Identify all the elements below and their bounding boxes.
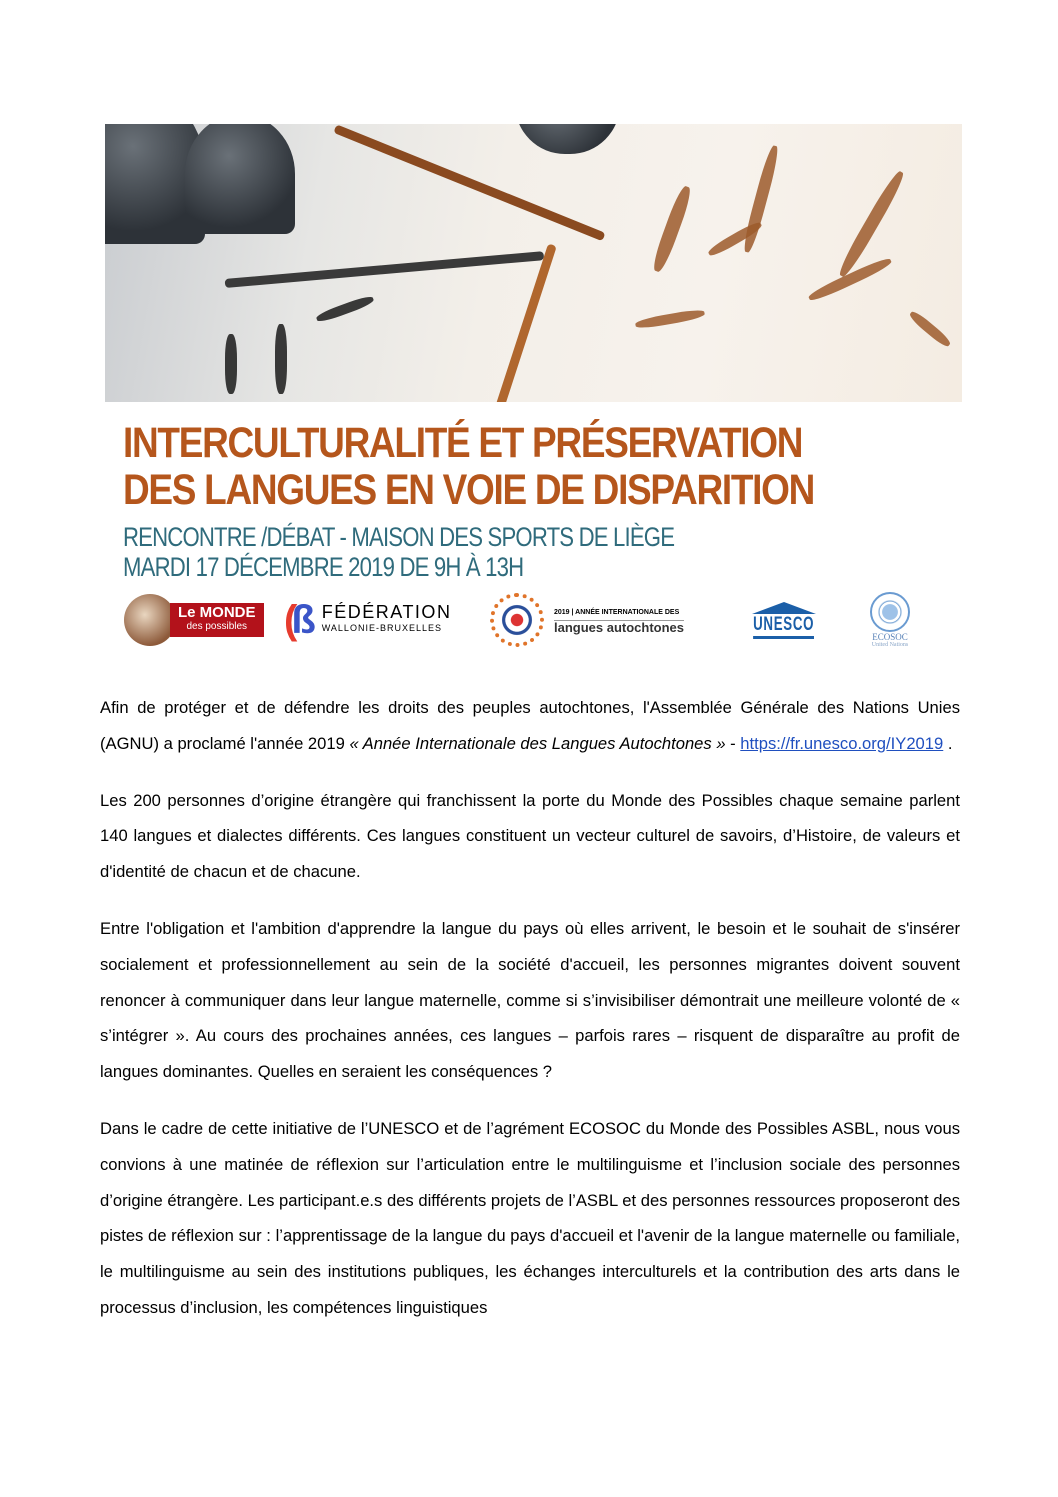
paragraph-1: [100, 690, 960, 762]
logo-iyil-2019: [490, 590, 684, 650]
calligraphy-stroke: [225, 334, 237, 394]
calligraphy-stroke: [275, 324, 287, 394]
logo-text: des possibles: [186, 621, 248, 632]
calligraphy-stroke: [635, 308, 706, 330]
logo-text: ECOSOC: [872, 632, 908, 642]
un-emblem-icon: [870, 592, 910, 632]
logo-unesco: [740, 590, 827, 650]
partner-logos: [120, 590, 940, 650]
text: Afin de protéger et de défendre les droits des peuples autochtones, l'Assemblée Générale des Nations Unies (AGNU) a proclamé l'année 2019: [100, 698, 960, 753]
paragraph-2: Les 200 personnes d’origine étrangère qui franchissent la porte du Monde des Possibles chaque semaine parlent 140 langues et dialectes différents. Ces langues constituent un vecteur culturel de savoirs, d’Histoire, de valeurs et d'identité de chacun et de chacune.: [100, 790, 960, 882]
text: .: [943, 733, 953, 753]
title-line-1: INTERCULTURALITÉ ET PRÉSERVATION: [123, 419, 803, 467]
logo-text: WALLONIE-BRUXELLES: [321, 623, 442, 633]
iyil-emblem-icon: [490, 593, 544, 647]
monde-badge: [170, 603, 264, 637]
document-body: [100, 690, 960, 1347]
unesco-iy2019-link[interactable]: https://fr.unesco.org/IY2019: [740, 733, 944, 753]
subtitle-date: MARDI 17 DÉCEMBRE 2019 DE 9H À 13H: [123, 552, 524, 582]
banner-image-calligraphy: [105, 124, 962, 402]
calligraphy-stroke: [741, 144, 781, 253]
calligraphy-stroke: [650, 184, 694, 273]
logo-text: UNESCO: [753, 614, 814, 639]
reed-pen: [496, 243, 557, 402]
event-subtitle: [123, 522, 674, 582]
calligraphy-stroke: [908, 309, 953, 349]
text: -: [725, 733, 741, 753]
logo-text: langues autochtones: [554, 619, 685, 635]
ink-pot: [515, 124, 620, 154]
paragraph-4: Dans le cadre de cette initiative de l’UNESCO et de l’agrément ECOSOC du Monde des Possibles ASBL, nous vous convions à une matinée de réflexion sur l’articulation entre le multilinguisme et l’inclusion sociale des personnes d’origine étrangère. Les participant.e.s des différents projets de l’ASBL et des personnes ressources proposeront des pistes de réflexion sur : l’apprentissage de la langue du pays d'accueil et l'avenir de la langue maternelle ou familiale, le multilinguisme au sein des institutions publiques, les échanges interculturels et la contribution des arts dans le processus d’inclusion, les compétences linguistiques: [100, 1118, 960, 1317]
logo-text: FÉDÉRATION: [321, 602, 452, 622]
ink-bottle: [185, 124, 295, 234]
logo-monde-des-possibles: [124, 590, 264, 650]
fwb-symbol-icon: (ß: [284, 597, 310, 642]
globe-icon: [124, 594, 176, 646]
title-line-2: DES LANGUES EN VOIE DE DISPARITION: [123, 466, 815, 514]
paragraph-3: Entre l'obligation et l'ambition d'apprendre la langue du pays où elles arrivent, le besoin et le souhait de s'insérer socialement et professionnellement au sein de la société d'accueil, les personnes migrantes doivent souvent renoncer à communiquer dans leur langue maternelle, comme si s’invisibiliser démontrait une meilleure volonté de « s’intégrer ». Au cours des prochaines années, ces langues – parfois rares – risquent de disparaître au profit de langues dominantes. Quelles en seraient les conséquences ?: [100, 918, 960, 1082]
temple-roof-icon: [752, 602, 816, 614]
logo-text: United Nations: [871, 642, 909, 648]
logo-ecosoc: [870, 590, 910, 650]
calligraphy-stroke: [315, 294, 375, 324]
logo-text: Le MONDE: [178, 604, 256, 621]
logo-federation-wallonie-bruxelles: [284, 590, 451, 650]
event-title: [123, 420, 828, 514]
pencil: [225, 251, 545, 288]
logo-text: 2019 | ANNÉE INTERNATIONALE DES: [554, 606, 684, 621]
year-name-italic: « Année Internationale des Langues Autochtones »: [349, 733, 726, 753]
subtitle-venue: RENCONTRE /DÉBAT - MAISON DES SPORTS DE LIÈGE: [123, 522, 675, 552]
